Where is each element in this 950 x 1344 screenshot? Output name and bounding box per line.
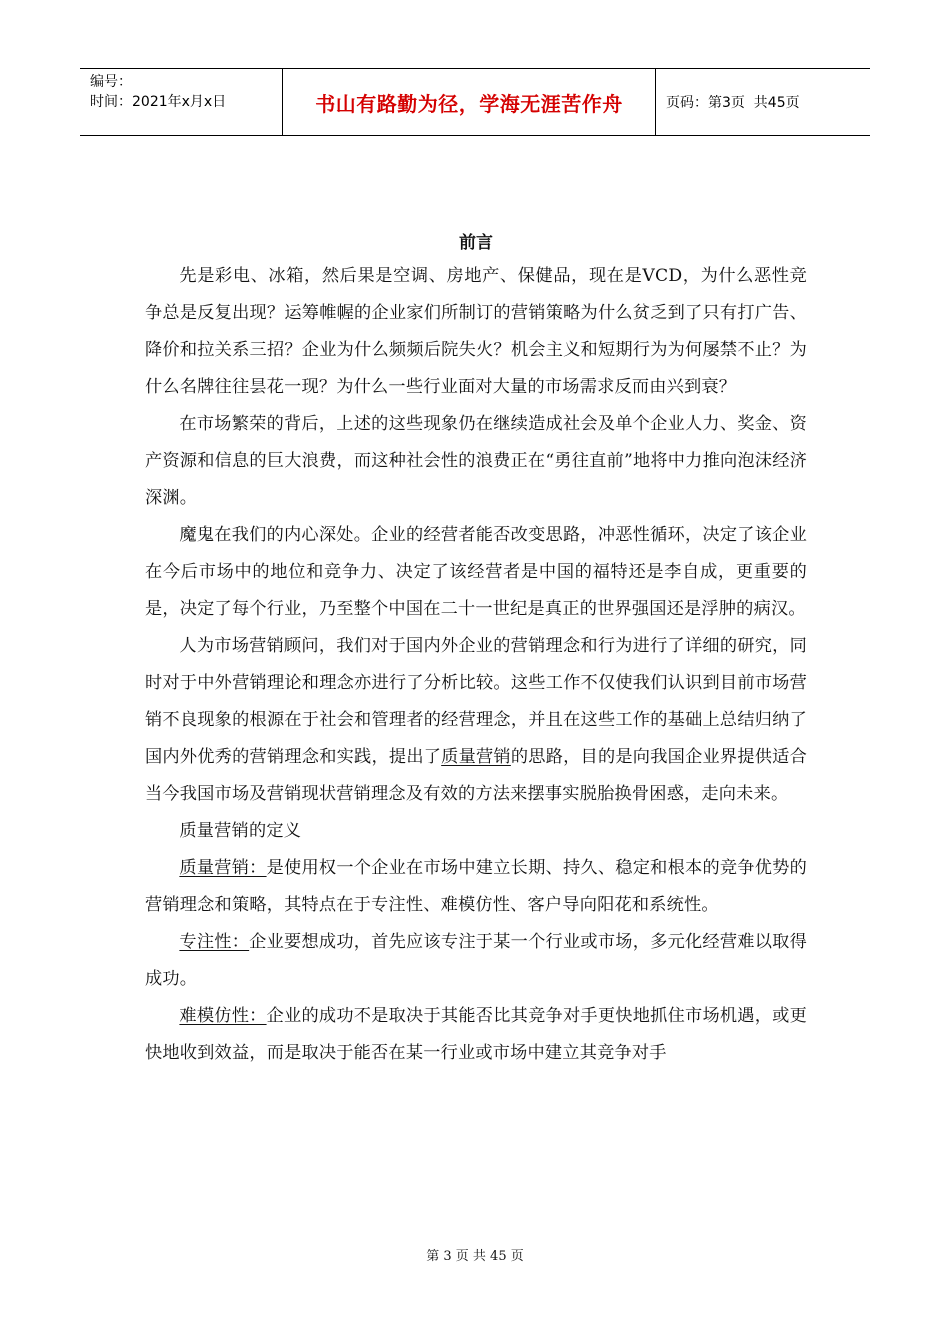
page-label: 页码：第3页 共45页 [666,95,800,111]
header-meta [80,69,282,135]
paragraph-focus [145,924,807,998]
focus-text: 企业要想成功，首先应该专注于某一个行业或市场，多元化经营难以取得成功。 [145,932,807,989]
document-body [145,228,807,1072]
time-label: 时间：2021年x月x日 [90,94,227,110]
paragraph-2: 在市场繁荣的背后，上述的这些现象仍在继续造成社会及单个企业人力、奖金、资产资源和信息的巨大浪费，而这种社会性的浪费正在“勇往直前”地将中力推向泡沫经济深渊。 [145,414,807,508]
paragraph-4 [145,628,807,813]
term-quality-marketing: 质量营销： [179,858,267,878]
term-focus: 专注性： [179,932,250,952]
header-page-info [656,69,870,135]
paragraph-inimitability [145,998,807,1072]
paragraph-4-text-b: 的思路，目的是向我国企业界提供适合当今我国市场及营销现状营销理念及有效的方法来摆事实脱胎换骨困惑，走向未来。 [145,747,807,804]
section-heading-definition: 质量营销的定义 [179,821,302,841]
quality-marketing-term: 质量营销 [441,747,511,767]
paragraph-definition [145,850,807,924]
page-footer: 第 3 页 共 45 页 [426,1249,524,1264]
document-title: 前言 [459,233,493,253]
number-label: 编号： [90,74,132,90]
paragraph-4-text-a: 人为市场营销顾问，我们对于国内外企业的营销理念和行为进行了详细的研究，同时对于中外营销理论和理念亦进行了分析比较。这些工作不仅使我们认识到目前市场营销不良现象的根源在于社会和管理者的经营理念，并且在这些工作的基础上总结归纳了国内外优秀的营销理念和实践，提出了 [145,636,807,767]
header-table [80,68,870,136]
paragraph-3: 魔鬼在我们的内心深处。企业的经营者能否改变思路，冲恶性循环，决定了该企业在今后市场中的地位和竞争力、决定了该经营者是中国的福特还是李自成，更重要的是，决定了每个行业，乃至整个中国在二十一世纪是真正的世界强国还是浮肿的病汉。 [145,525,807,619]
paragraph-1: 先是彩电、冰箱，然后果是空调、房地产、保健品，现在是VCD，为什么恶性竞争总是反复出现？运筹帷幄的企业家们所制订的营销策略为什么贫乏到了只有打广告、降价和拉关系三招？企业为什么频频后院失火？机会主义和短期行为为何屡禁不止？为什么名牌往往昙花一现？为什么一些行业面对大量的市场需求反而由兴到衰？ [145,266,807,397]
header-motto: 书山有路勤为径，学海无涯苦作舟 [282,69,656,135]
inimitability-text: 企业的成功不是取决于其能否比其竞争对手更快地抓住市场机遇，或更快地收到效益，而是取决于能否在某一行业或市场中建立其竞争对手 [145,1006,807,1063]
definition-text: 是使用权一个企业在市场中建立长期、持久、稳定和根本的竞争优势的营销理念和策略，其特点在于专注性、难模仿性、客户导向阳花和系统性。 [145,858,807,915]
term-inimitability: 难模仿性： [179,1006,267,1026]
